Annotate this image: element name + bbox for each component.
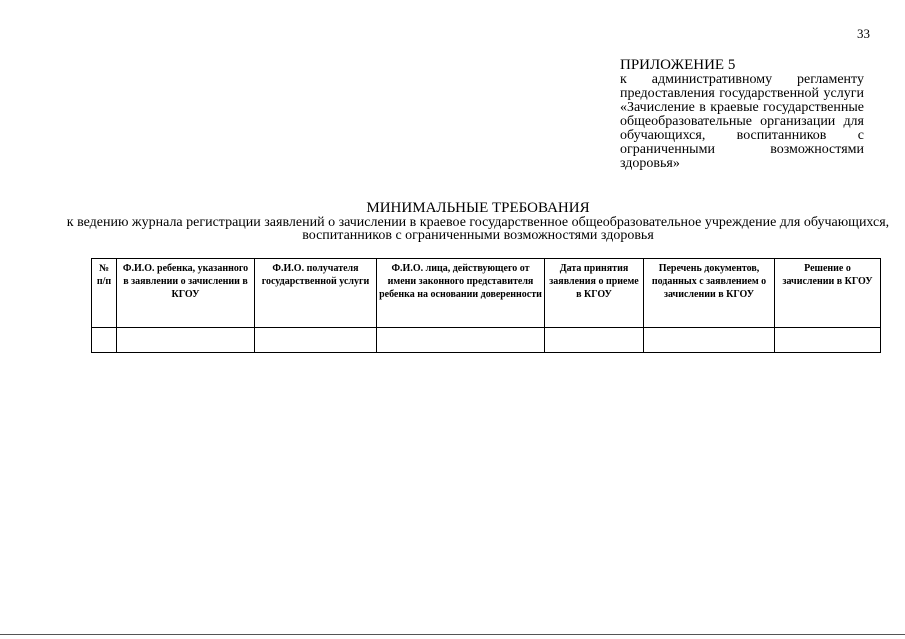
table-row (92, 328, 881, 353)
header-recipient-name: Ф.И.О. получателя государственной услуги (255, 259, 377, 328)
page-number: 33 (857, 26, 870, 41)
header-application-date: Дата принятия заявления о приеме в КГОУ (545, 259, 644, 328)
table-cell (255, 328, 377, 353)
header-proxy-name: Ф.И.О. лица, действующего от имени законного представителя ребенка на основании доверенности (377, 259, 545, 328)
annex-title: ПРИЛОЖЕНИЕ 5 (620, 57, 736, 73)
table-header-row (92, 259, 881, 328)
table-cell (545, 328, 644, 353)
header-child-name: Ф.И.О. ребенка, указанного в заявлении о зачислении в КГОУ (117, 259, 255, 328)
table-cell (377, 328, 545, 353)
table-cell (92, 328, 117, 353)
table-cell (775, 328, 881, 353)
annex-block (620, 57, 864, 171)
registration-journal-table (91, 258, 881, 353)
bottom-rule (0, 634, 905, 635)
document-title: МИНИМАЛЬНЫЕ ТРЕБОВАНИЯ (366, 200, 590, 216)
table-cell (117, 328, 255, 353)
header-documents-list: Перечень документов, поданных с заявлением о зачислении в КГОУ (644, 259, 775, 328)
annex-body: к административному регламенту предоставления государственной услуги «Зачисление в краевые государственные общеобразовательные организации для обучающихся, воспитанников с ограниченными возможностями здоровья» (620, 72, 864, 171)
table-cell (644, 328, 775, 353)
header-enrollment-decision: Решение о зачислении в КГОУ (775, 259, 881, 328)
header-number: № п/п (92, 259, 117, 328)
document-subtitle: к ведению журнала регистрации заявлений о зачислении в краевое государственное общеобразовательное учреждение для обучающихся, воспитанников с ограниченными возможностями здоровья (66, 215, 890, 243)
